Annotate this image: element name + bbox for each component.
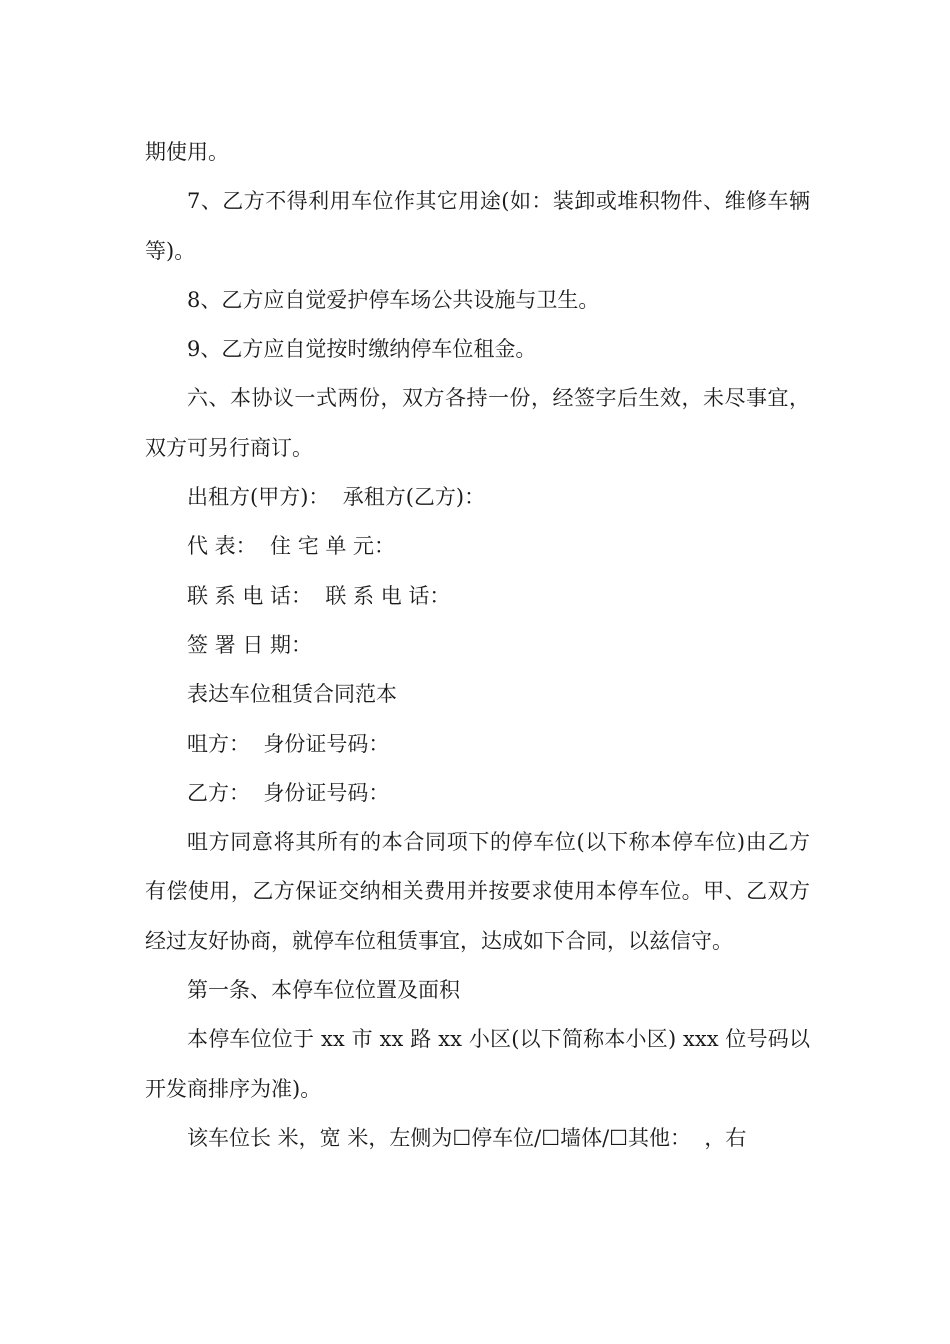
paragraph-preamble: 咀方同意将其所有的本合同项下的停车位(以下称本停车位)由乙方有偿使用，乙方保证交纳相关费用并按要求使用本停车位。甲、乙双方经过友好协商，就停车位租赁事宜，达成如下合同，以兹信守。 — [145, 830, 810, 953]
signature-date-line: 签 署 日 期： — [187, 632, 313, 657]
signature-representative-line: 代 表： 住 宅 单 元： — [187, 534, 396, 559]
party-b-id-line: 乙方： 身份证号码： — [187, 780, 390, 805]
article-1-heading: 第一条、本停车位位置及面积 — [187, 978, 460, 1003]
paragraph-location: 本停车位位于 xx 市 xx 路 xx 小区(以下简称本小区) xxx 位号码以开发商排序为准)。 — [145, 1027, 810, 1101]
contract-title: 表达车位租赁合同范本 — [187, 682, 397, 707]
paragraph-clause-7: 7、乙方不得利用车位作其它用途(如：装卸或堆积物件、维修车辆等)。 — [145, 189, 810, 263]
signature-parties-line: 出租方(甲方)： 承租方(乙方)： — [187, 485, 486, 510]
signature-phone-line: 联 系 电 话： 联 系 电 话： — [187, 583, 451, 608]
paragraph-section-6: 六、本协议一式两份，双方各持一份，经签字后生效，未尽事宜，双方可另行商订。 — [145, 386, 810, 460]
document-body — [145, 128, 810, 1163]
party-a-id-line: 咀方： 身份证号码： — [187, 731, 390, 756]
paragraph-clause-8: 8、乙方应自觉爱护停车场公共设施与卫生。 — [187, 287, 600, 312]
paragraph-dimensions: 该车位长 米，宽 米，左侧为☐停车位/☐墙体/☐其他： ，右 — [187, 1125, 747, 1150]
paragraph-continuation: 期使用。 — [145, 140, 229, 164]
paragraph-clause-9: 9、乙方应自觉按时缴纳停车位租金。 — [187, 337, 537, 362]
